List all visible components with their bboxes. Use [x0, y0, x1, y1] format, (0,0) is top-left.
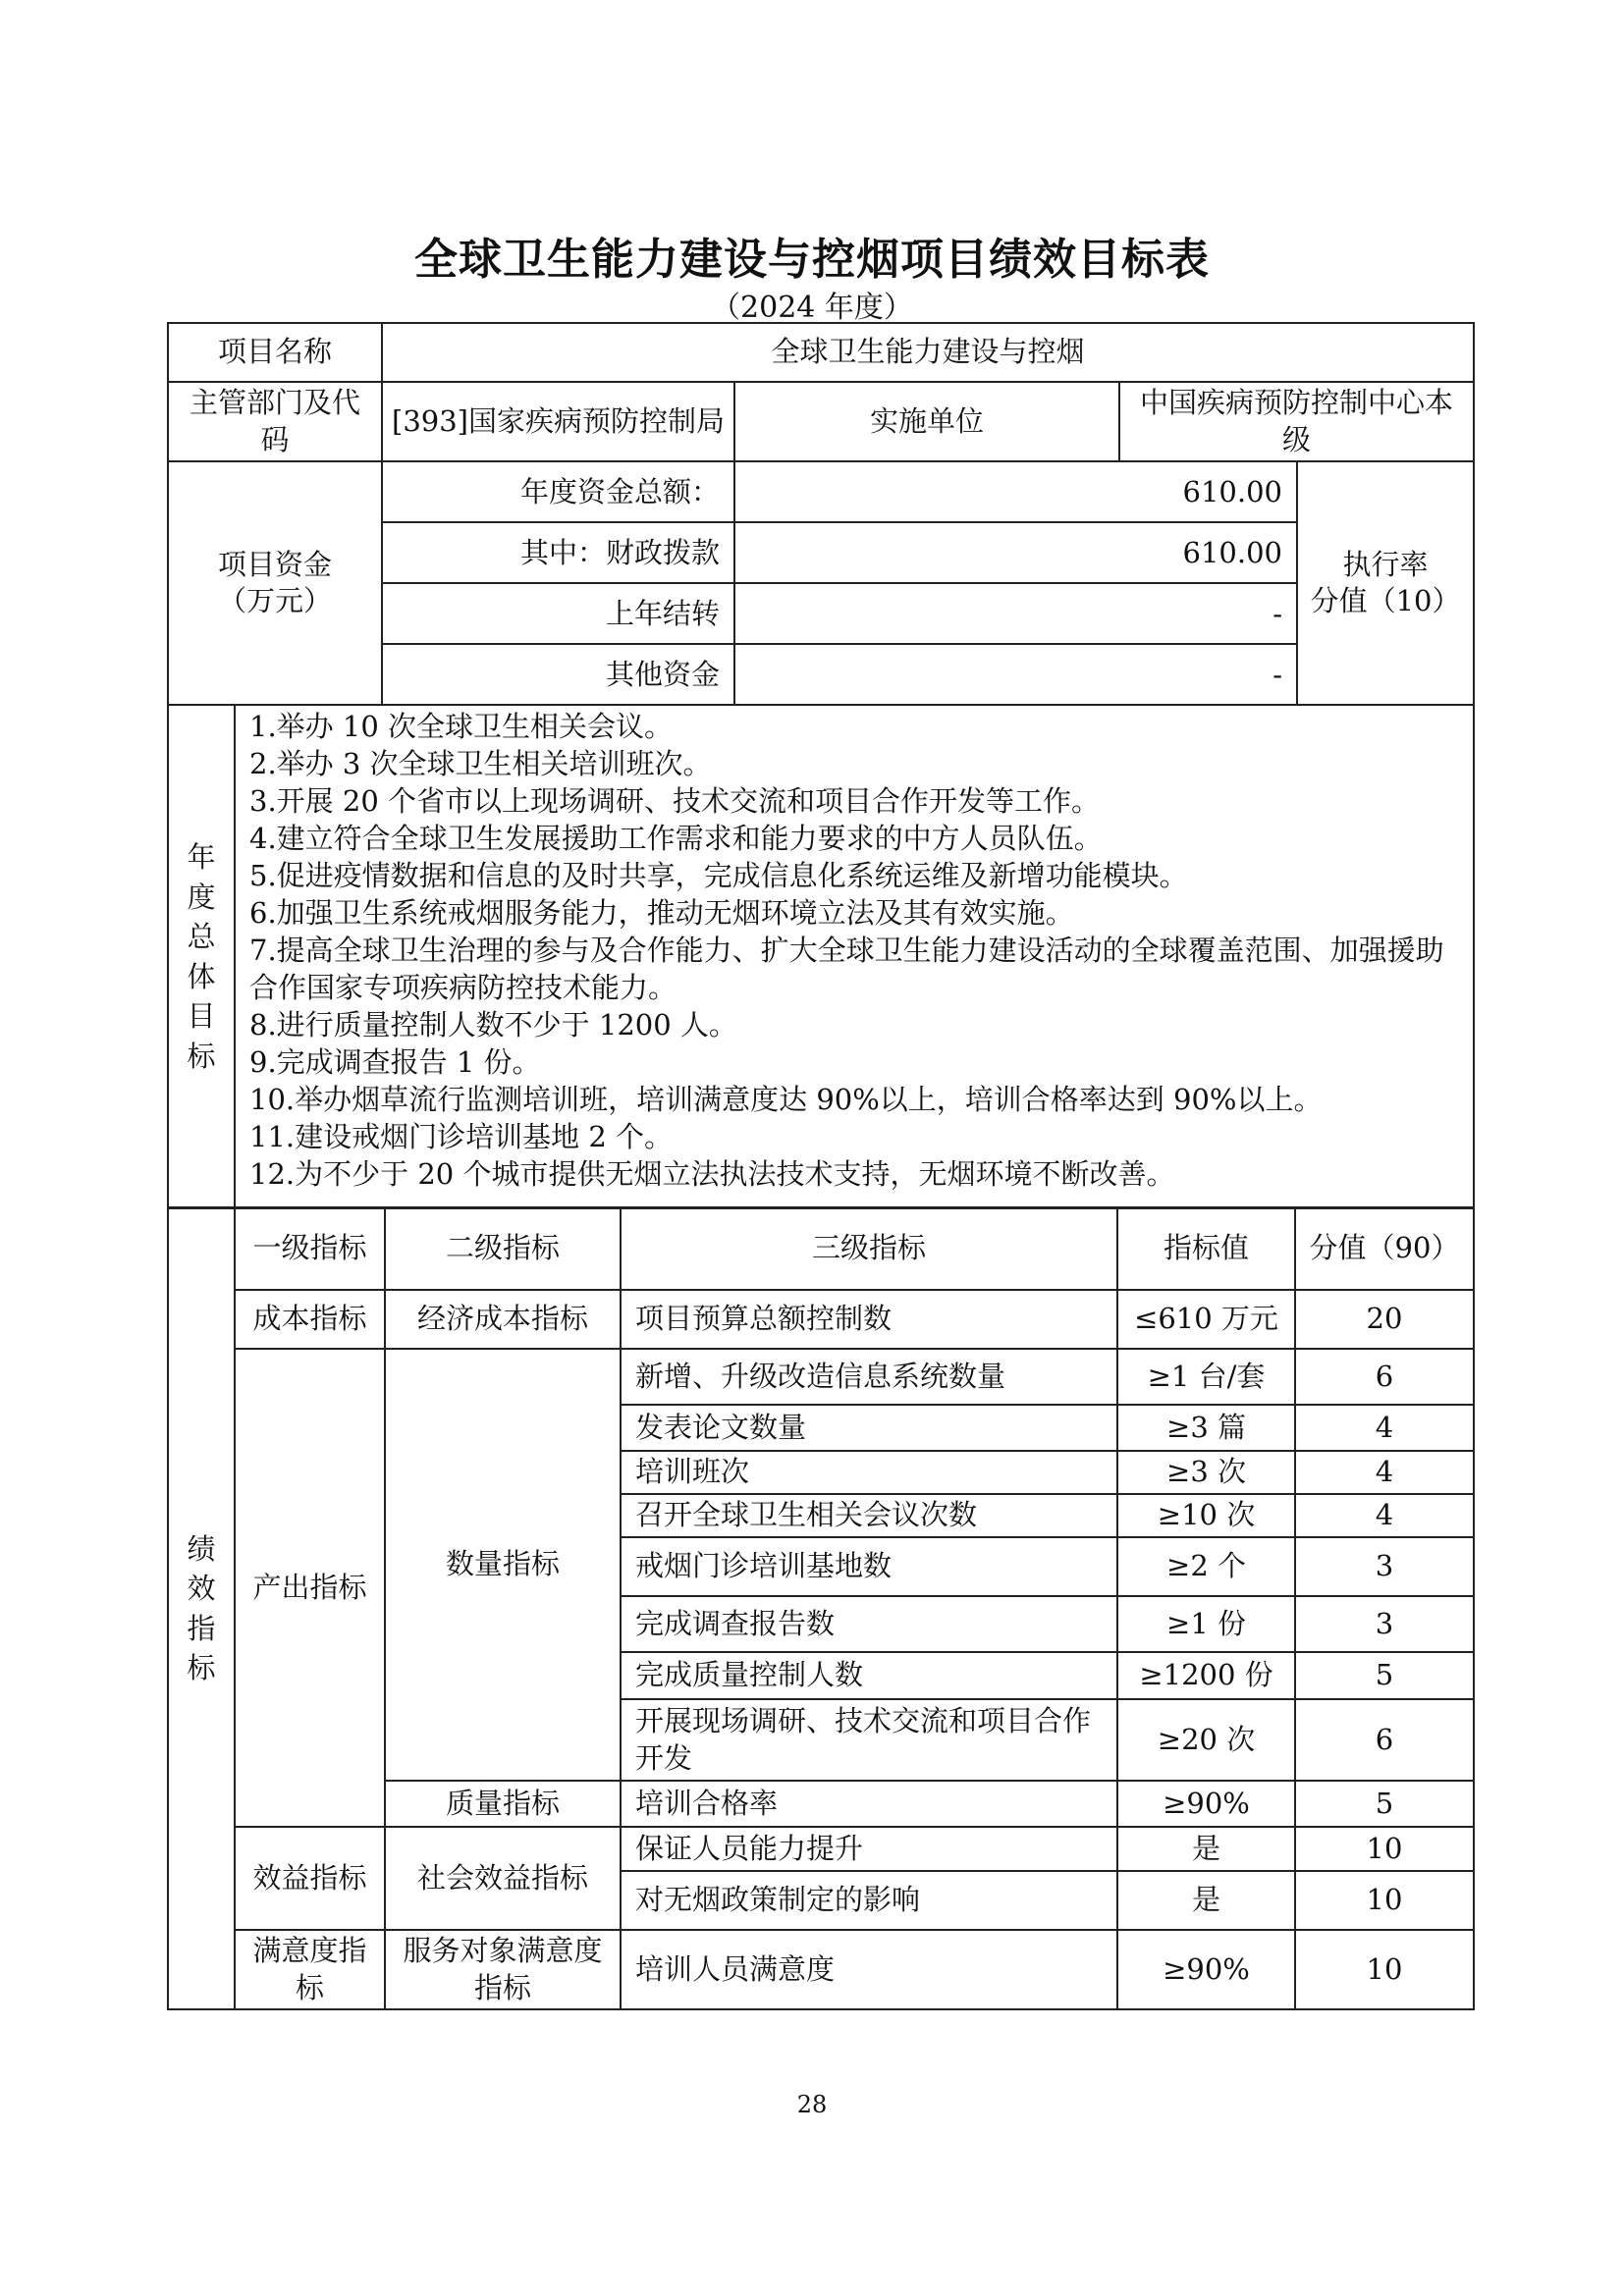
indicator-value: 是	[1117, 1871, 1295, 1930]
fund-row-label: 其他资金	[382, 644, 734, 705]
page-number: 28	[796, 2091, 828, 2118]
indicators-label: 绩效指标	[168, 1207, 235, 2009]
indicator-name: 开展现场调研、技术交流和项目合作开发	[621, 1699, 1117, 1781]
indicator-score: 3	[1295, 1537, 1474, 1596]
indicator-name: 培训合格率	[621, 1781, 1117, 1827]
indicator-name: 召开全球卫生相关会议次数	[621, 1494, 1117, 1537]
goal-item: 8.进行质量控制人数不少于 1200 人。	[249, 1008, 737, 1042]
execution-rate-line1: 执行率	[1342, 547, 1429, 581]
funds-label-line1: 项目资金	[218, 547, 333, 581]
indicators-table	[167, 1206, 1475, 2010]
indicator-name: 戒烟门诊培训基地数	[621, 1537, 1117, 1596]
indicator-row	[168, 1827, 1474, 1871]
indicator-score: 10	[1295, 1930, 1474, 2009]
dept-label: 主管部门及代码	[168, 382, 382, 461]
indicator-value: ≥2 个	[1117, 1537, 1295, 1596]
indicator-name: 保证人员能力提升	[621, 1827, 1117, 1871]
goal-item: 4.建立符合全球卫生发展援助工作需求和能力要求的中方人员队伍。	[249, 822, 1103, 856]
indicator-score: 6	[1295, 1699, 1474, 1781]
fund-row-value: 610.00	[734, 461, 1297, 522]
goal-item: 9.完成调查报告 1 份。	[249, 1045, 541, 1080]
indicator-row	[168, 1290, 1474, 1349]
fund-row-label: 年度资金总额：	[382, 461, 734, 522]
indicator-row	[168, 1349, 1474, 1405]
header-score: 分值（90）	[1295, 1207, 1474, 1290]
indicator-score: 5	[1295, 1781, 1474, 1827]
funds-label-line2: （万元）	[218, 584, 333, 618]
goal-item: 10.举办烟草流行监测培训班，培训满意度达 90%以上，培训合格率达到 90%以上。	[249, 1083, 1323, 1117]
project-name-label: 项目名称	[168, 323, 382, 382]
funds-label	[168, 461, 382, 705]
goal-item: 1.举办 10 次全球卫生相关会议。	[249, 710, 674, 744]
indicator-row	[168, 1930, 1474, 2009]
header-value: 指标值	[1117, 1207, 1295, 1290]
fund-row-value: 610.00	[734, 522, 1297, 583]
goal-item: 3.开展 20 个省市以上现场调研、技术交流和项目合作开发等工作。	[249, 784, 1101, 819]
indicator-name: 培训人员满意度	[621, 1930, 1117, 2009]
page-subtitle: （2024 年度）	[711, 291, 913, 325]
indicator-name: 完成质量控制人数	[621, 1652, 1117, 1699]
indicators-header-row	[168, 1207, 1474, 1290]
indicator-score: 4	[1295, 1494, 1474, 1537]
satisfaction-level1: 满意度指标	[235, 1930, 385, 2009]
indicator-score: 4	[1295, 1451, 1474, 1494]
benefit-level1: 效益指标	[235, 1827, 385, 1930]
indicator-name: 新增、升级改造信息系统数量	[621, 1349, 1117, 1405]
goal-item: 6.加强卫生系统戒烟服务能力，推动无烟环境立法及其有效实施。	[249, 896, 1074, 931]
indicator-name: 培训班次	[621, 1451, 1117, 1494]
unit-value: 中国疾病预防控制中心本级	[1119, 382, 1474, 461]
page-title: 全球卫生能力建设与控烟项目绩效目标表	[414, 235, 1210, 285]
indicator-value: ≥3 篇	[1117, 1405, 1295, 1451]
fund-row-label: 上年结转	[382, 583, 734, 644]
indicator-name: 发表论文数量	[621, 1405, 1117, 1451]
indicator-value: ≤610 万元	[1117, 1290, 1295, 1349]
dept-value: [393]国家疾病预防控制局	[382, 382, 734, 461]
indicator-name: 完成调查报告数	[621, 1596, 1117, 1652]
goal-item: 7.提高全球卫生治理的参与及合作能力、扩大全球卫生能力建设活动的全球覆盖范围、加强援助合作国家专项疾病防控技术能力。	[249, 934, 1444, 1005]
fund-row-label: 其中：财政拨款	[382, 522, 734, 583]
indicator-score: 4	[1295, 1405, 1474, 1451]
indicator-name: 项目预算总额控制数	[621, 1290, 1117, 1349]
indicator-score: 10	[1295, 1827, 1474, 1871]
project-name-row	[168, 323, 1474, 382]
fund-row-value: -	[734, 583, 1297, 644]
indicator-score: 20	[1295, 1290, 1474, 1349]
benefit-level2: 社会效益指标	[385, 1827, 621, 1930]
quality-level2: 质量指标	[385, 1781, 621, 1827]
execution-rate-score	[1297, 461, 1474, 705]
fund-row-value: -	[734, 644, 1297, 705]
goal-item: 2.举办 3 次全球卫生相关培训班次。	[249, 747, 712, 781]
goals-row	[168, 705, 1474, 1208]
output-level1: 产出指标	[235, 1349, 385, 1827]
dept-row	[168, 382, 1474, 461]
project-name-value: 全球卫生能力建设与控烟	[382, 323, 1474, 382]
cost-level1: 成本指标	[235, 1290, 385, 1349]
indicator-value: ≥3 次	[1117, 1451, 1295, 1494]
unit-label: 实施单位	[734, 382, 1119, 461]
goals-list	[235, 705, 1474, 1208]
quantity-level2: 数量指标	[385, 1349, 621, 1781]
indicator-value: ≥90%	[1117, 1930, 1295, 2009]
indicator-name: 对无烟政策制定的影响	[621, 1871, 1117, 1930]
indicator-score: 6	[1295, 1349, 1474, 1405]
indicator-value: ≥10 次	[1117, 1494, 1295, 1537]
header-level1: 一级指标	[235, 1207, 385, 1290]
execution-rate-line2: 分值（10）	[1310, 584, 1461, 618]
project-info-table	[167, 322, 1475, 1209]
header-level2: 二级指标	[385, 1207, 621, 1290]
goal-item: 12.为不少于 20 个城市提供无烟立法执法技术支持，无烟环境不断改善。	[249, 1157, 1175, 1192]
indicator-score: 5	[1295, 1652, 1474, 1699]
indicator-score: 3	[1295, 1596, 1474, 1652]
indicator-value: ≥1 台/套	[1117, 1349, 1295, 1405]
indicator-score: 10	[1295, 1871, 1474, 1930]
cost-level2: 经济成本指标	[385, 1290, 621, 1349]
indicator-value: 是	[1117, 1827, 1295, 1871]
goal-item: 5.促进疫情数据和信息的及时共享，完成信息化系统运维及新增功能模块。	[249, 859, 1188, 893]
goals-label: 年度总体目标	[168, 705, 235, 1208]
satisfaction-level2: 服务对象满意度指标	[385, 1930, 621, 2009]
indicator-value: ≥1 份	[1117, 1596, 1295, 1652]
indicator-value: ≥1200 份	[1117, 1652, 1295, 1699]
header-level3: 三级指标	[621, 1207, 1117, 1290]
fund-row	[168, 461, 1474, 522]
indicator-value: ≥90%	[1117, 1781, 1295, 1827]
goal-item: 11.建设戒烟门诊培训基地 2 个。	[249, 1120, 674, 1154]
indicator-value: ≥20 次	[1117, 1699, 1295, 1781]
